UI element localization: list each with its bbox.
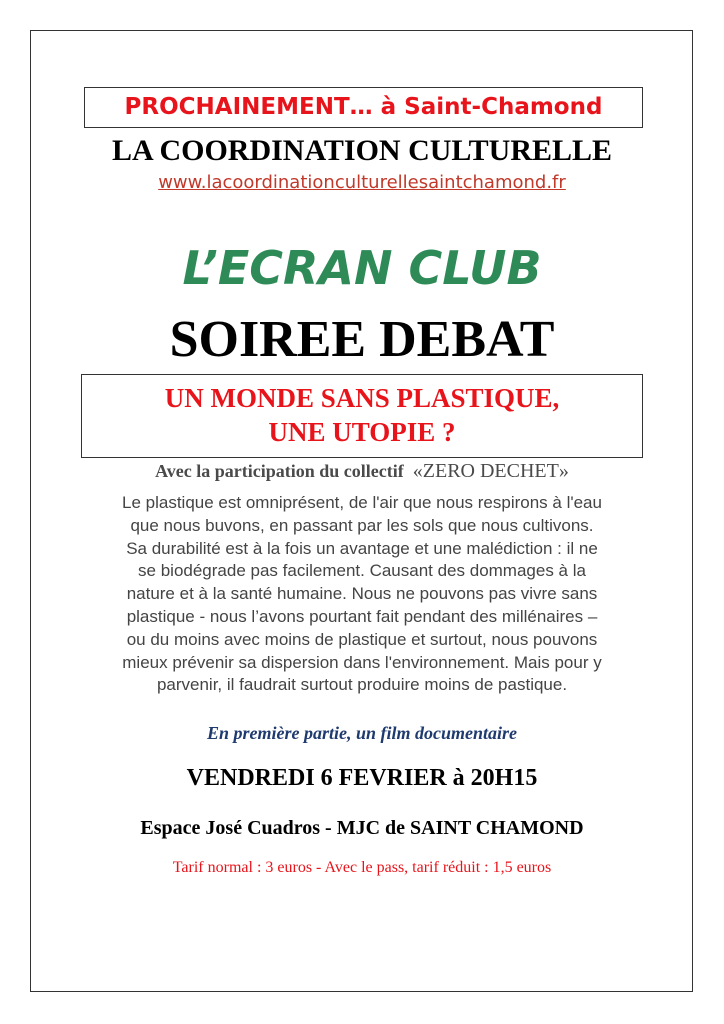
description-line: mieux prévenir sa dispersion dans l'environnement. Mais pour y — [122, 652, 602, 672]
event-type-heading: SOIREE DEBAT — [169, 311, 555, 368]
club-name: L’ECRAN CLUB — [182, 241, 542, 295]
first-part-note: En première partie, un film documentaire — [206, 723, 517, 743]
announcement-banner — [84, 87, 643, 128]
description-line: ou du moins avec moins de plastique et surtout, nous pouvons — [126, 629, 598, 649]
event-title-box — [81, 374, 643, 458]
event-pricing: Tarif normal : 3 euros - Avec le pass, tarif réduit : 1,5 euros — [172, 859, 552, 876]
description-line: Sa durabilité est à la fois un avantage et une malédiction : il ne — [126, 538, 598, 558]
description-line: plastique - nous l’avons pourtant fait pendant des millénaires – — [126, 606, 598, 626]
description-line: se biodégrade pas facilement. Causant des dommages à la — [138, 561, 586, 581]
participation-label: Avec la participation du collectif — [155, 461, 404, 481]
announcement-text: PROCHAINEMENT… à Saint-Chamond — [124, 94, 603, 120]
description-line: Le plastique est omniprésent, de l'air que nous respirons à l'eau — [122, 493, 602, 512]
description-line: parvenir, il faudrait surtout produire moins de pastique. — [156, 675, 568, 695]
participation-line — [0, 458, 724, 484]
event-description — [62, 492, 662, 697]
organizer-name: LA COORDINATION CULTURELLE — [111, 134, 613, 167]
participation-collective: «ZERO DECHET» — [412, 460, 569, 482]
description-line: nature et à la santé humaine. Nous ne pouvons pas vivre sans — [126, 584, 598, 604]
event-date: VENDREDI 6 FEVRIER à 20H15 — [186, 765, 538, 791]
organizer-website-link[interactable]: www.lacoordinationculturellesaintchamond.fr — [158, 172, 566, 193]
description-line: que nous buvons, en passant par les sols que nous cultivons. — [130, 515, 594, 535]
event-title-line-2: UNE UTOPIE ? — [268, 417, 456, 447]
event-venue: Espace José Cuadros - MJC de SAINT CHAMOND — [140, 817, 584, 839]
event-title-line-1: UN MONDE SANS PLASTIQUE, — [164, 383, 560, 413]
